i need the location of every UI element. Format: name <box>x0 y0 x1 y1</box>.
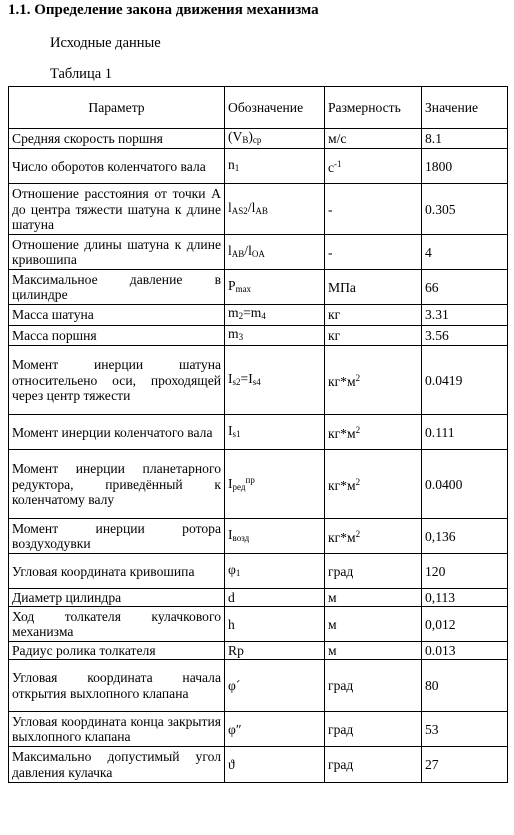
unit-part: кг*м <box>328 374 356 390</box>
symbol-part: ред <box>232 482 246 493</box>
symbol-part: m <box>228 325 239 341</box>
symbol-part: I <box>228 526 233 542</box>
unit-part: кг*м <box>328 478 356 494</box>
cell-value: 80 <box>422 660 508 712</box>
cell-symbol <box>225 642 325 660</box>
cell-value: 4 <box>422 235 508 270</box>
symbol-part: AS2 <box>231 205 248 216</box>
cell-symbol <box>225 554 325 589</box>
table-row <box>9 305 508 325</box>
header-unit: Размерность <box>325 87 422 129</box>
symbol-part: Rp <box>228 643 244 659</box>
symbol-part: m <box>228 305 239 321</box>
symbol-part: пр <box>245 475 255 486</box>
cell-value: 0.0400 <box>422 450 508 519</box>
symbol-part: 1 <box>234 162 240 173</box>
cell-parameter: Угловая координата конца закрытия выхлопного клапана <box>9 712 225 747</box>
cell-symbol <box>225 450 325 519</box>
cell-unit <box>325 589 422 607</box>
cell-unit <box>325 712 422 747</box>
cell-value: 0.0419 <box>422 346 508 415</box>
table-row <box>9 184 508 235</box>
symbol-part: I <box>228 476 233 492</box>
symbol-part: φ″ <box>228 721 242 737</box>
unit-part: - <box>328 244 333 260</box>
symbol-part: 1 <box>235 567 241 578</box>
cell-parameter: Диаметр цилиндра <box>9 589 225 607</box>
symbol-part: l <box>228 199 232 215</box>
section-heading: 1.1. Определение закона движения механизма <box>8 2 319 18</box>
symbol-part: =m <box>243 305 262 321</box>
cell-value: 8.1 <box>422 129 508 149</box>
cell-unit <box>325 305 422 325</box>
cell-parameter: Отношение расстояния от точки А до центра тяжести шатуна к длине шатуна <box>9 184 225 235</box>
symbol-part: d <box>228 590 235 606</box>
table-row <box>9 325 508 345</box>
cell-value: 3.56 <box>422 325 508 345</box>
cell-unit <box>325 325 422 345</box>
unit-part: град <box>328 757 354 773</box>
cell-unit <box>325 450 422 519</box>
cell-parameter: Момент инерции коленчатого вала <box>9 415 225 450</box>
unit-part: м <box>328 616 337 632</box>
cell-parameter: Максимальное давление в цилиндре <box>9 270 225 305</box>
unit-part: 2 <box>355 373 361 384</box>
table-row <box>9 235 508 270</box>
symbol-part: l <box>228 242 232 258</box>
table-caption: Таблица 1 <box>50 66 113 82</box>
table-row <box>9 607 508 642</box>
table-row <box>9 589 508 607</box>
cell-value: 1800 <box>422 149 508 184</box>
parameters-table <box>8 86 508 783</box>
symbol-part: ϑ <box>228 757 235 773</box>
cell-value: 3.31 <box>422 305 508 325</box>
cell-parameter: Момент инерции планетарного редуктора, приведённый к коленчатому валу <box>9 450 225 519</box>
unit-part: кг <box>328 307 341 323</box>
cell-parameter: Число оборотов коленчатого вала <box>9 149 225 184</box>
table-row <box>9 270 508 305</box>
unit-part: - <box>328 201 333 217</box>
cell-symbol <box>225 519 325 554</box>
cell-parameter: Угловая координата начала открытия выхлопного клапана <box>9 660 225 712</box>
cell-value: 0.305 <box>422 184 508 235</box>
cell-symbol <box>225 270 325 305</box>
table-row <box>9 346 508 415</box>
unit-part: 2 <box>355 425 361 436</box>
cell-parameter: Угловая координата кривошипа <box>9 554 225 589</box>
cell-parameter: Средняя скорость поршня <box>9 129 225 149</box>
unit-part: град <box>328 678 354 694</box>
symbol-part: ) <box>248 129 253 144</box>
unit-part: -1 <box>334 159 342 170</box>
cell-parameter: Отношение длины шатуна к длине кривошипа <box>9 235 225 270</box>
unit-part: кг <box>328 327 341 343</box>
unit-part: м <box>328 590 337 606</box>
symbol-part: s4 <box>252 376 261 387</box>
cell-symbol <box>225 305 325 325</box>
table-row <box>9 450 508 519</box>
cell-parameter: Масса поршня <box>9 325 225 345</box>
unit-part: кг*м <box>328 530 356 546</box>
cell-unit <box>325 519 422 554</box>
header-symbol: Обозначение <box>225 87 325 129</box>
table-row <box>9 747 508 783</box>
symbol-part: AB <box>255 205 268 216</box>
symbol-part: s1 <box>232 428 241 439</box>
symbol-part: 4 <box>261 311 266 322</box>
cell-symbol <box>225 660 325 712</box>
cell-parameter: Момент инерции ротора воздуходувки <box>9 519 225 554</box>
symbol-part: =I <box>240 370 253 386</box>
table-row <box>9 519 508 554</box>
cell-value: 0.111 <box>422 415 508 450</box>
symbol-part: ср <box>252 135 262 145</box>
symbol-part: (V <box>228 129 243 144</box>
cell-symbol <box>225 589 325 607</box>
unit-part: 2 <box>355 529 361 540</box>
table-row <box>9 149 508 184</box>
cell-value: 66 <box>422 270 508 305</box>
unit-part: м <box>328 643 337 659</box>
cell-value: 0,136 <box>422 519 508 554</box>
header-parameter: Параметр <box>9 87 225 129</box>
cell-unit <box>325 607 422 642</box>
symbol-part: φ´ <box>228 678 241 694</box>
symbol-part: I <box>228 422 233 438</box>
unit-part: МПа <box>328 279 356 295</box>
cell-value: 53 <box>422 712 508 747</box>
symbol-part: возд <box>232 532 250 543</box>
symbol-part: 3 <box>238 331 244 342</box>
cell-unit <box>325 642 422 660</box>
cell-parameter: Максимально допустимый угол давления кулачка <box>9 747 225 783</box>
symbol-part: B <box>242 135 249 145</box>
cell-symbol <box>225 149 325 184</box>
cell-value: 0.013 <box>422 642 508 660</box>
symbol-part: max <box>235 283 252 294</box>
subtitle: Исходные данные <box>50 35 161 51</box>
cell-parameter: Радиус ролика толкателя <box>9 642 225 660</box>
symbol-part: OA <box>251 248 265 259</box>
cell-unit <box>325 346 422 415</box>
unit-part: град <box>328 563 354 579</box>
cell-symbol <box>225 235 325 270</box>
symbol-part: φ <box>228 561 236 577</box>
cell-unit <box>325 554 422 589</box>
cell-value: 0,012 <box>422 607 508 642</box>
symbol-part: 2 <box>238 311 244 322</box>
cell-unit <box>325 747 422 783</box>
cell-unit <box>325 184 422 235</box>
cell-unit <box>325 235 422 270</box>
cell-value: 120 <box>422 554 508 589</box>
cell-symbol <box>225 747 325 783</box>
table-row <box>9 129 508 149</box>
table-header-row <box>9 87 508 129</box>
cell-unit <box>325 129 422 149</box>
cell-symbol <box>225 712 325 747</box>
symbol-part: h <box>228 616 235 632</box>
cell-unit <box>325 149 422 184</box>
table-row <box>9 554 508 589</box>
cell-unit <box>325 270 422 305</box>
cell-symbol <box>225 607 325 642</box>
cell-parameter: Ход толкателя кулачкового механизма <box>9 607 225 642</box>
symbol-part: /l <box>247 199 256 215</box>
cell-parameter: Момент инерции шатуна относительено оси, проходящей через центр тяжести <box>9 346 225 415</box>
unit-part: град <box>328 721 354 737</box>
unit-part: кг*м <box>328 426 356 442</box>
cell-symbol <box>225 325 325 345</box>
cell-symbol <box>225 184 325 235</box>
symbol-part: /l <box>244 242 252 258</box>
symbol-part: n <box>228 156 235 172</box>
cell-value: 0,113 <box>422 589 508 607</box>
header-value: Значение <box>422 87 508 129</box>
cell-unit <box>325 415 422 450</box>
symbol-part: s2 <box>232 376 241 387</box>
cell-symbol <box>225 415 325 450</box>
cell-symbol <box>225 346 325 415</box>
cell-unit <box>325 660 422 712</box>
cell-symbol <box>225 129 325 149</box>
unit-part: м/с <box>328 131 347 146</box>
unit-part: 2 <box>355 477 361 488</box>
cell-value: 27 <box>422 747 508 783</box>
cell-parameter: Масса шатуна <box>9 305 225 325</box>
table-row <box>9 660 508 712</box>
table-row <box>9 415 508 450</box>
table-row <box>9 712 508 747</box>
symbol-part: AB <box>231 248 245 259</box>
table-row <box>9 642 508 660</box>
unit-part: с <box>328 160 335 176</box>
symbol-part: I <box>228 370 233 386</box>
symbol-part: P <box>228 277 236 293</box>
